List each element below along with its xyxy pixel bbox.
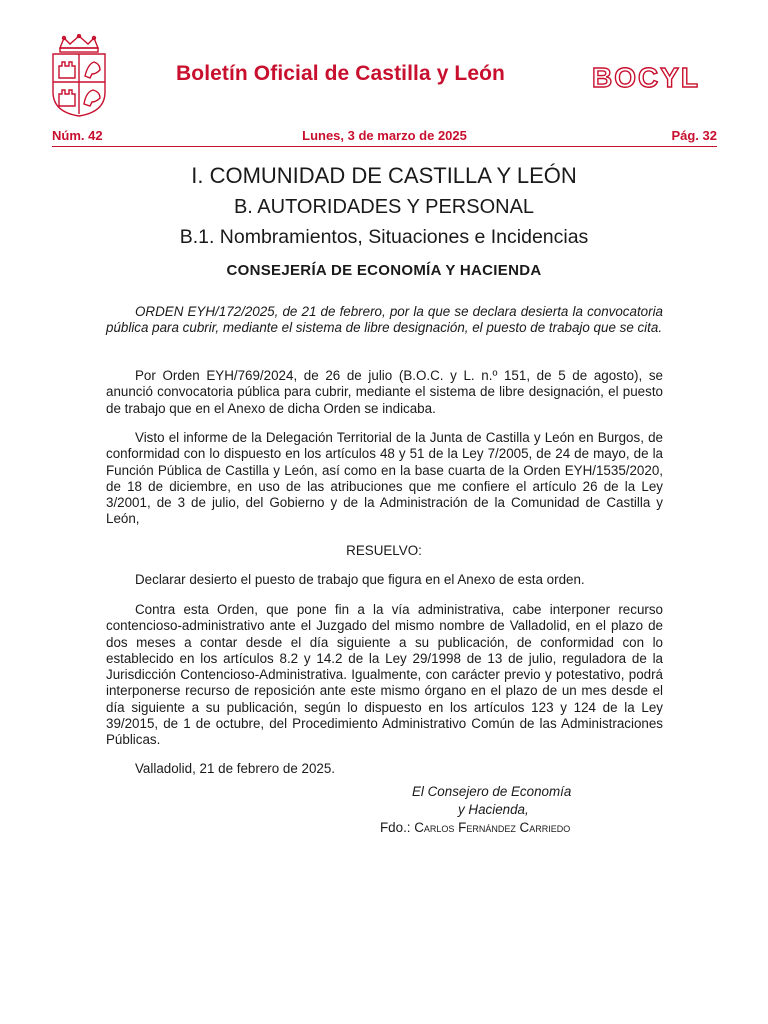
section-level3-heading: B.1. Nombramientos, Situaciones e Incidencias [179,226,589,248]
order-summary: ORDEN EYH/172/2025, de 21 de febrero, por la que se declara desierta la convocatoria pública para cubrir, mediante el sistema de libre designación, el puesto de trabajo que se cita. [106,304,663,336]
department-heading: CONSEJERÍA DE ECONOMÍA Y HACIENDA [226,262,542,279]
coat-of-arms-icon [48,34,110,118]
issue-number: Núm. 42 [52,128,103,143]
paragraph-resolution: Declarar desierto el puesto de trabajo que figura en el Anexo de esta orden. [135,572,585,587]
resuelvo-heading: RESUELVO: [346,543,422,558]
bulletin-title: Boletín Oficial de Castilla y León [176,62,505,85]
signatory-name: Carlos Fernández Carriedo [414,820,571,835]
bocyl-logo [590,62,718,92]
page-number: Pág. 32 [671,128,717,143]
signature-prefix: Fdo.: [380,820,415,835]
issue-meta-bar [52,128,717,147]
section-level1-heading: I. COMUNIDAD DE CASTILLA Y LEÓN [191,163,577,188]
signature-title-line2: y Hacienda, [458,802,529,817]
issue-date: Lunes, 3 de marzo de 2025 [302,128,467,143]
signature-title-line1: El Consejero de Economía [412,784,572,799]
section-level2-heading: B. AUTORIDADES Y PERSONAL [233,196,535,218]
signature-line [380,820,570,835]
paragraph-appeals: Contra esta Orden, que pone fin a la vía administrativa, cabe interponer recurso contencioso-administrativo ante el Juzgado del mismo nombre de Valladolid, en el plazo de dos meses a contar desde el día siguiente a su publicación, de conformidad con lo establecido en los artículos 8.2 y 14.2 de la Ley 29/1998 de 13 de julio, reguladora de la Jurisdicción Contencioso-Administrativa. Igualmente, con carácter previo y potestativo, podrá interponerse recurso de reposición ante este mismo órgano en el plazo de un mes desde el día siguiente a su publicación, según lo dispuesto en los artículos 123 y 124 de la Ley 39/2015, de 1 de octubre, del Procedimiento Administrativo Común de las Administraciones Públicas. [106,602,663,748]
bocyl-logo-text: BOCYL [592,62,700,92]
paragraph-background: Por Orden EYH/769/2024, de 26 de julio (B.O.C. y L. n.º 151, de 5 de agosto), se anunció convocatoria pública para cubrir, mediante el sistema de libre designación, el puesto de trabajo que en el Anexo de dicha Orden se indicaba. [106,368,663,416]
paragraph-legal-basis: Visto el informe de la Delegación Territorial de la Junta de Castilla y León en Burgos, de conformidad con lo dispuesto en los artículos 48 y 51 de la Ley 7/2005, de 24 de mayo, de la Función Pública de Castilla y León, así como en la base cuarta de la Orden EYH/1535/2020, de 18 de diciembre, en uso de las atribuciones que me confiere el artículo 26 de la Ley 3/2001, de 3 de julio, del Gobierno y de la Administración de la Comunidad de Castilla y León, [106,430,663,527]
place-and-date: Valladolid, 21 de febrero de 2025. [135,761,336,776]
